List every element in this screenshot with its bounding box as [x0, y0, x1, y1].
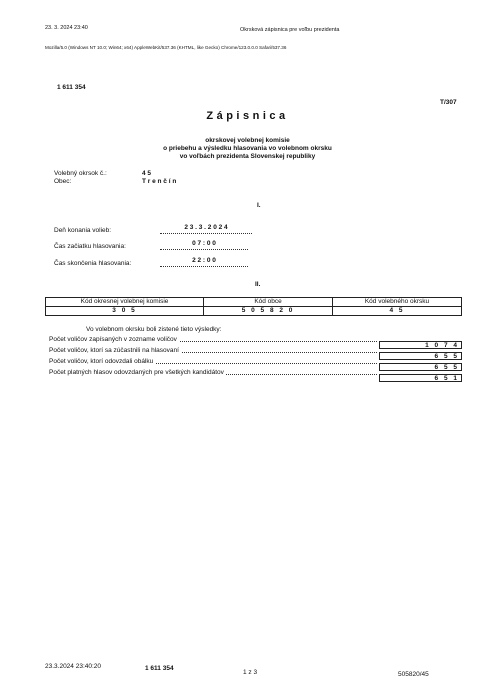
code-label-obec: Kód obce: [204, 298, 333, 307]
skoncenie-label: Čas skončenia hlasovania:: [54, 260, 132, 267]
subtitle-line-1: okrskovej volebnej komisie: [205, 137, 290, 144]
code-value-obec: 5 0 5 8 2 0: [204, 307, 333, 316]
subtitle-line-3: vo voľbách prezidenta Slovenskej republiky: [179, 153, 316, 160]
den-label: Deň konania volieb:: [54, 227, 112, 234]
codes-value-row: [46, 307, 462, 316]
print-doc-title: Okrsková zápisnica pre voľbu prezidenta: [240, 27, 340, 33]
result-row-platne-hlasy: [49, 368, 462, 382]
skoncenie-value: 2 2 : 0 0: [160, 257, 248, 267]
section-2-heading: II.: [255, 281, 261, 288]
result-value: 6 5 1: [379, 374, 462, 382]
code-label-okresna: Kód okresnej volebnej komisie: [46, 298, 204, 307]
den-value: 2 3 . 3 . 2 0 2 4: [160, 224, 252, 234]
results-intro: Vo volebnom okrsku boli zistené tieto výsledky:: [86, 326, 222, 333]
result-row-obalky: [49, 357, 462, 371]
footer-page-number: 1 z 3: [243, 669, 258, 676]
result-value: 6 5 5: [379, 363, 462, 371]
result-value: 6 5 5: [379, 352, 462, 360]
result-label: Počet voličov zapísaných v zozname voličov: [49, 336, 177, 343]
code-value-okrsok: 4 5: [333, 307, 462, 316]
result-value: 1 0 7 4: [379, 341, 462, 349]
obec-value: T r e n č í n: [142, 178, 177, 185]
zaciatok-value: 0 7 : 0 0: [160, 240, 248, 250]
codes-table: [45, 297, 462, 316]
result-label: Počet platných hlasov odovzdaných pre všetkých kandidátov: [49, 369, 224, 376]
subtitle-line-2: o priebehu a výsledku hlasovania vo volebnom okrsku: [163, 145, 332, 152]
code-value-okresna: 3 0 5: [46, 307, 204, 316]
document-number: 1 611 354: [57, 84, 86, 91]
codes-header-row: [46, 298, 462, 307]
result-row-zucastnili: [49, 346, 462, 360]
section-1-heading: I.: [257, 202, 261, 209]
result-row-zapisani: [49, 335, 462, 349]
footer-datetime: 23.3.2024 23:40:20: [45, 663, 102, 670]
code-label-okrsok: Kód volebného okrsku: [333, 298, 462, 307]
okrsok-label: Volebný okrsok č.:: [54, 170, 107, 177]
okrsok-value: 4 5: [142, 170, 152, 177]
form-code: T/307: [440, 99, 457, 106]
obec-label: Obec:: [54, 178, 72, 185]
footer-code: 505820/45: [398, 671, 429, 678]
result-label: Počet voličov, ktorí odovzdali obálku: [49, 358, 154, 365]
result-label: Počet voličov, ktorí sa zúčastnili na hlasovaní: [49, 347, 179, 354]
user-agent-line: Mozilla/5.0 (Windows NT 10.0; Win64; x64) AppleWebKit/537.36 (KHTML, like Gecko) Chrome/123.0.0.0 Safari/537.36: [45, 45, 287, 50]
print-datetime: 23. 3. 2024 23:40: [45, 25, 88, 31]
footer-doc-number: 1 611 354: [145, 665, 174, 672]
zaciatok-label: Čas začiatku hlasovania:: [54, 243, 126, 250]
page-title: Zápisnica: [206, 110, 289, 122]
